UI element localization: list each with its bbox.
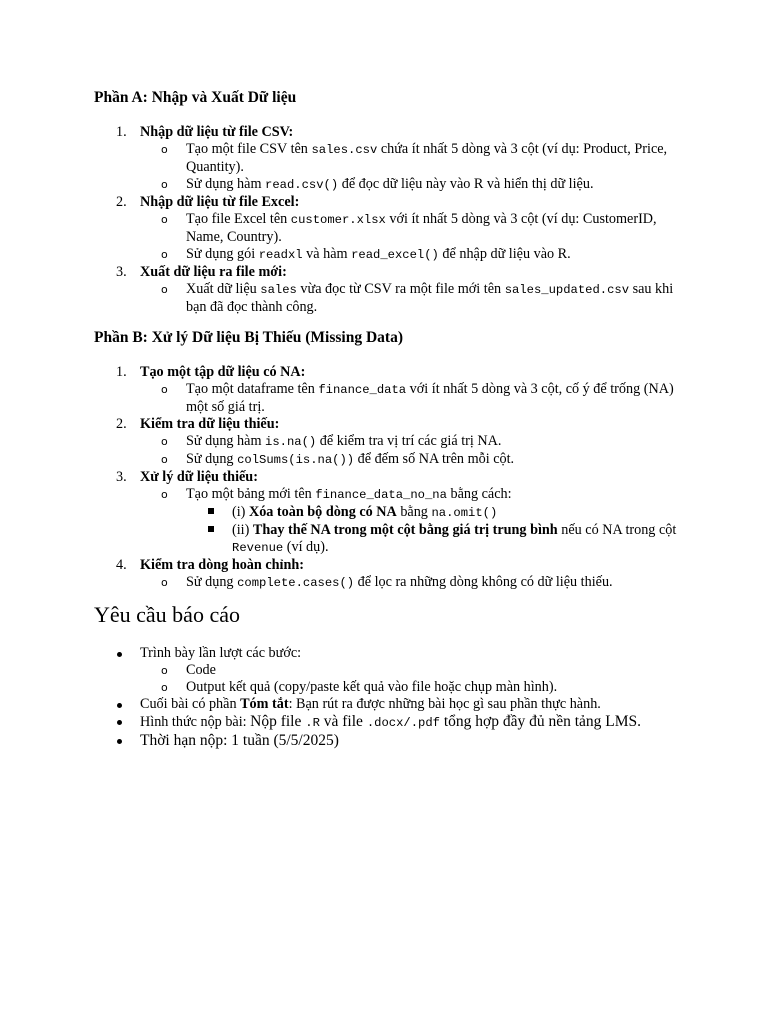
text: bằng cách: xyxy=(446,486,512,502)
code: sales xyxy=(260,283,297,297)
text: bằng xyxy=(396,504,432,520)
text: sau khi bạn đã đọc thành công. xyxy=(186,281,674,315)
sub-item xyxy=(0,246,768,264)
bullet-icon xyxy=(117,739,122,744)
list-item xyxy=(0,416,768,433)
text: Xuất dữ liệu xyxy=(186,281,261,297)
circle-bullet-icon: o xyxy=(161,143,168,156)
code: finance_data xyxy=(318,383,407,397)
text: với ít nhất 5 dòng và 3 cột (ví dụ: CustomerID, Name, Country). xyxy=(186,211,657,245)
circle-bullet-icon: o xyxy=(161,453,168,466)
code: is.na() xyxy=(265,435,317,449)
item-title: Xuất dữ liệu ra file mới: xyxy=(140,264,287,280)
text: chứa ít nhất 5 dòng và 3 cột (ví dụ: Product, Price, Quantity). xyxy=(186,141,668,175)
item-number: 3. xyxy=(116,469,127,485)
sub-sub-item xyxy=(0,504,768,522)
circle-bullet-icon: o xyxy=(161,283,168,296)
item-title: Tạo một tập dữ liệu có NA: xyxy=(140,364,306,380)
text: (ví dụ). xyxy=(283,539,329,555)
code: colSums(is.na()) xyxy=(237,453,355,467)
item-number: 2. xyxy=(116,194,127,210)
square-bullet-icon xyxy=(208,508,214,514)
sub-item xyxy=(0,574,768,592)
code: customer.xlsx xyxy=(290,213,386,227)
circle-bullet-icon: o xyxy=(161,681,168,694)
text: Sử dụng gói xyxy=(186,246,259,262)
bullet-icon xyxy=(117,652,122,657)
text: Tạo một bảng mới tên xyxy=(186,486,316,502)
code: sales_updated.csv xyxy=(504,283,630,297)
circle-bullet-icon: o xyxy=(161,435,168,448)
item-title: Kiểm tra dữ liệu thiếu: xyxy=(140,416,280,432)
code: readxl xyxy=(258,248,303,262)
code: na.omit() xyxy=(431,506,498,520)
sub-sub-item xyxy=(0,522,768,557)
text: Tạo một file CSV tên xyxy=(186,141,312,157)
item-title: Xử lý dữ liệu thiếu: xyxy=(140,469,258,485)
code: .R xyxy=(305,716,320,730)
sub-item xyxy=(0,486,768,504)
bullet-icon xyxy=(117,703,122,708)
code: finance_data_no_na xyxy=(315,488,447,502)
text: vừa đọc từ CSV ra một file mới tên xyxy=(296,281,505,297)
list-item xyxy=(0,364,768,381)
item-number: 1. xyxy=(116,364,127,380)
text: (ii) xyxy=(232,522,253,538)
item-text: Code xyxy=(186,662,216,678)
item-number: 2. xyxy=(116,416,127,432)
list-item xyxy=(0,696,768,713)
list-item xyxy=(0,557,768,574)
circle-bullet-icon: o xyxy=(161,383,168,396)
text: : Bạn rút ra được những bài học gì sau phần thực hành. xyxy=(288,696,601,712)
section-b-heading: Phần B: Xử lý Dữ liệu Bị Thiếu (Missing Data) xyxy=(94,329,403,346)
item-number: 3. xyxy=(116,264,127,280)
text: để đọc dữ liệu này vào R và hiển thị dữ liệu. xyxy=(338,176,594,192)
item-text: Trình bày lần lượt các bước: xyxy=(140,645,302,661)
circle-bullet-icon: o xyxy=(161,248,168,261)
code: read_excel() xyxy=(351,248,439,262)
code: sales.csv xyxy=(311,143,378,157)
list-item xyxy=(0,264,768,281)
list-item xyxy=(0,732,768,749)
square-bullet-icon xyxy=(208,526,214,532)
circle-bullet-icon: o xyxy=(161,178,168,191)
item-title: Kiểm tra dòng hoàn chỉnh: xyxy=(140,557,304,573)
text: nếu có NA trong cột xyxy=(557,522,677,538)
list-item xyxy=(0,713,768,732)
sub-item xyxy=(0,281,768,316)
circle-bullet-icon: o xyxy=(161,488,168,501)
sub-item xyxy=(0,211,768,246)
sub-item xyxy=(0,433,768,451)
text: tổng hợp đầy đủ nền tảng LMS. xyxy=(439,713,642,730)
item-text: Thời hạn nộp: 1 tuần (5/5/2025) xyxy=(140,732,339,749)
list-item xyxy=(0,124,768,141)
item-title: Nhập dữ liệu từ file CSV: xyxy=(140,124,294,140)
bullet-icon xyxy=(117,720,122,725)
text: Hình thức nộp bài: xyxy=(140,714,251,730)
text: Sử dụng hàm xyxy=(186,176,266,192)
item-number: 4. xyxy=(116,557,127,573)
text: và hàm xyxy=(302,246,352,262)
text: để kiểm tra vị trí các giá trị NA. xyxy=(316,433,502,449)
text: để nhập dữ liệu vào R. xyxy=(438,246,571,262)
code: read.csv() xyxy=(265,178,339,192)
sub-item xyxy=(0,451,768,469)
section-b-list xyxy=(0,364,768,592)
text: Tạo một dataframe tên xyxy=(186,381,319,397)
sub-item xyxy=(0,141,768,176)
item-text: Output kết quả (copy/paste kết quả vào file hoặc chụp màn hình). xyxy=(186,679,558,695)
list-item xyxy=(0,645,768,662)
report-heading: Yêu cầu báo cáo xyxy=(94,602,240,627)
text: để lọc ra những dòng không có dữ liệu thiếu. xyxy=(354,574,613,590)
list-item xyxy=(0,469,768,486)
bold-text: Thay thế NA trong một cột bằng giá trị trung bình xyxy=(252,522,558,538)
text: để đếm số NA trên mỗi cột. xyxy=(354,451,515,467)
text: Cuối bài có phần xyxy=(140,696,241,712)
text: với ít nhất 5 dòng và 3 cột, cố ý để trống (NA) một số giá trị. xyxy=(186,381,674,415)
text: Nộp file xyxy=(250,713,306,730)
text: Sử dụng hàm xyxy=(186,433,266,449)
section-a-heading: Phần A: Nhập và Xuất Dữ liệu xyxy=(94,89,297,106)
sub-item xyxy=(0,679,768,696)
bold-text: Tóm tắt xyxy=(240,696,289,712)
sub-item xyxy=(0,381,768,416)
list-item xyxy=(0,194,768,211)
circle-bullet-icon: o xyxy=(161,576,168,589)
code: .docx/.pdf xyxy=(366,716,440,730)
bold-text: Xóa toàn bộ dòng có NA xyxy=(248,504,397,520)
text: và file xyxy=(319,713,367,730)
item-title: Nhập dữ liệu từ file Excel: xyxy=(140,194,300,210)
code: Revenue xyxy=(232,541,284,555)
circle-bullet-icon: o xyxy=(161,213,168,226)
text: Sử dụng xyxy=(186,451,238,467)
text: Tạo file Excel tên xyxy=(186,211,291,227)
sub-item xyxy=(0,176,768,194)
report-list xyxy=(0,645,768,749)
circle-bullet-icon: o xyxy=(161,664,168,677)
item-number: 1. xyxy=(116,124,127,140)
text: (i) xyxy=(232,504,249,520)
text: Sử dụng xyxy=(186,574,238,590)
code: complete.cases() xyxy=(237,576,355,590)
section-a-list xyxy=(0,124,768,316)
sub-item xyxy=(0,662,768,679)
